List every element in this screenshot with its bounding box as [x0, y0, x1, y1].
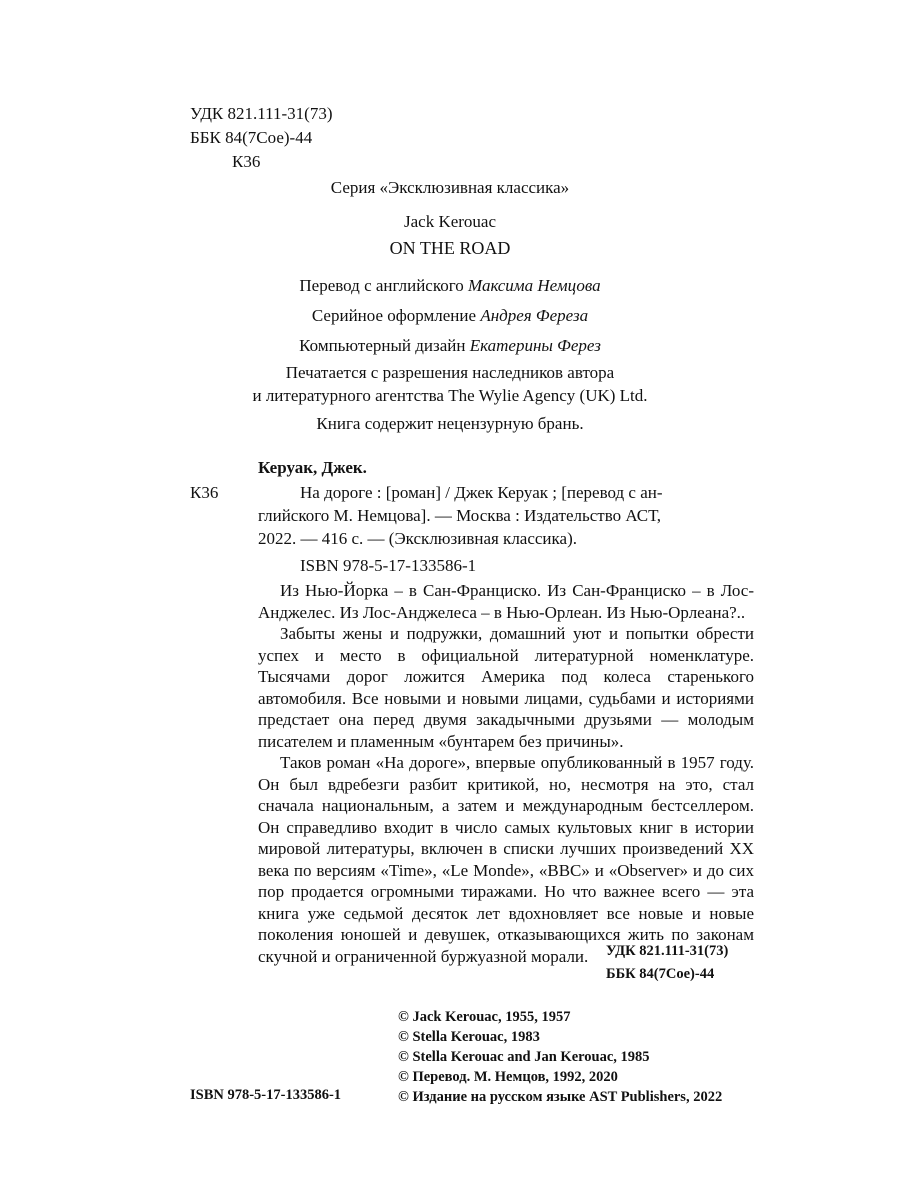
credit-computer-design — [0, 336, 900, 356]
credit-series-design-prefix: Серийное оформление — [311, 306, 481, 325]
credit-series-design — [0, 306, 900, 326]
annotation-paragraph: Таков роман «На дороге», впервые опубликованный в 1957 году. Он был вдребезги разбит критикой, но, несмотря на это, стал сначала национальным, а затем и международным бестселлером. Он справедливо входит в число самых культовых книг в истории мировой литературы, включен в списки лучших произведений XX века по версиям «Time», «Le Monde», «BBC» и «Observer» и до сих пор продается огромными тиражами. Но что важнее всего — эта книга уже седьмой десяток лет вдохновляет все новые и новые поколения юношей и девушек, отказывающихся жить по законам скучной и ограниченной буржуазной морали. — [258, 753, 754, 966]
catalog-line-3: 2022. — 416 с. — (Эксклюзивная классика). — [258, 529, 577, 548]
credit-computer-design-prefix: Компьютерный дизайн — [299, 336, 470, 355]
copyright-line: © Перевод. М. Немцов, 1992, 2020 — [398, 1069, 618, 1085]
bbk-code: ББК 84(7Сое)-44 — [190, 128, 313, 147]
annotation-paragraph: Из Нью-Йорка – в Сан-Франциско. Из Сан-Франциско – в Лос-Анджелес. Из Лос-Анджелеса – в Нью-Орлеан. Из Нью-Орлеана?.. — [258, 581, 754, 622]
copyright-line: © Stella Kerouac, 1983 — [398, 1029, 540, 1045]
udk-code-bottom: УДК 821.111-31(73) — [606, 943, 729, 959]
permission-line-2: и литературного агентства The Wylie Agency (UK) Ltd. — [252, 386, 648, 405]
credit-translation-name: Максима Немцова — [468, 276, 601, 295]
annotation — [258, 580, 754, 967]
annotation-paragraph: Забыты жены и подружки, домашний уют и попытки обрести успех и место в официальной литературной номенклатуре. Тысячами дорог ложится Америка под колеса старенького автомобиля. Все новыми и новыми лицами, судьбами и историями предстает она перед двумя закадычными друзьями — молодым писателем и пламенным «бунтарем без причины». — [258, 624, 754, 751]
bbk-code-bottom: ББК 84(7Сое)-44 — [606, 966, 715, 982]
catalog-line-2: глийского М. Немцова]. — Москва : Издательство АСТ, — [258, 506, 662, 525]
credit-translation — [0, 276, 900, 296]
credit-computer-design-name: Екатерины Ферез — [469, 336, 601, 355]
series-name: Серия «Эксклюзивная классика» — [330, 178, 570, 197]
credit-series-design-name: Андрея Фереза — [480, 306, 589, 325]
copyright-line: © Stella Kerouac and Jan Kerouac, 1985 — [398, 1049, 650, 1065]
isbn-bottom: ISBN 978-5-17-133586-1 — [190, 1087, 342, 1103]
original-author: Jack Kerouac — [403, 212, 497, 231]
copyright-line: © Издание на русском языке AST Publishers, 2022 — [398, 1089, 723, 1105]
catalog-isbn: ISBN 978-5-17-133586-1 — [300, 556, 477, 575]
udk-code: УДК 821.111-31(73) — [190, 104, 333, 123]
copyright-line: © Jack Kerouac, 1955, 1957 — [398, 1009, 571, 1025]
permission-line-1: Печатается с разрешения наследников автора — [285, 363, 615, 382]
catalog-line-1: На дороге : [роман] / Джек Керуак ; [перевод с ан- — [300, 483, 663, 502]
catalog-heading: Керуак, Джек. — [258, 458, 367, 477]
original-title: ON THE ROAD — [389, 238, 511, 258]
content-warning: Книга содержит нецензурную брань. — [316, 414, 584, 433]
catalog-sign: К36 — [190, 483, 219, 502]
credit-translation-prefix: Перевод с английского — [299, 276, 469, 295]
author-sign: К36 — [232, 152, 261, 171]
copyright-list — [398, 1007, 722, 1107]
